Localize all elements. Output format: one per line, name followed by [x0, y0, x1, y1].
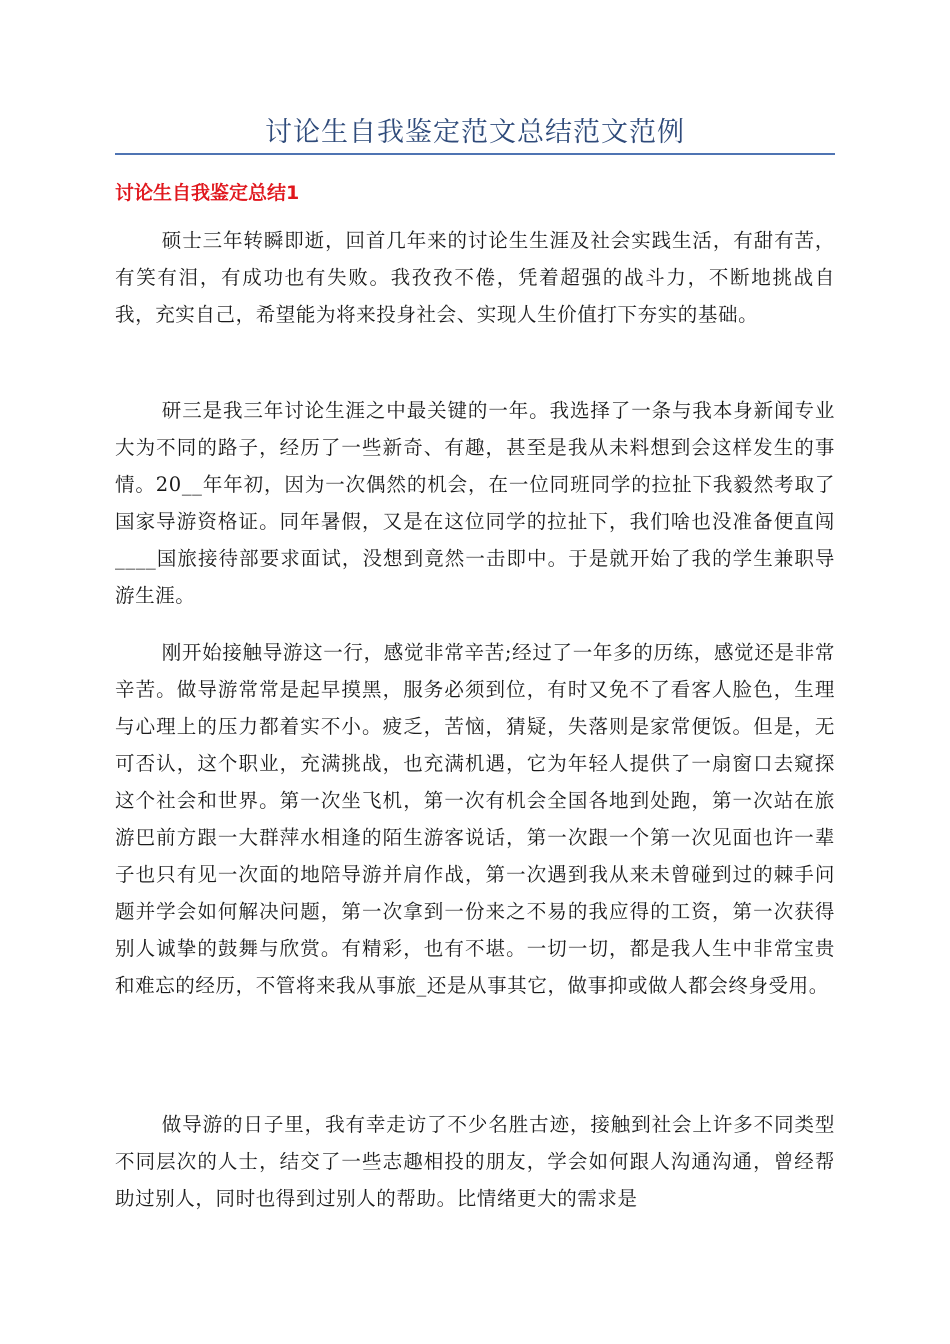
paragraph-1: 硕士三年转瞬即逝，回首几年来的讨论生生涯及社会实践生活，有甜有苦，有笑有泪，有成功也有失败。我孜孜不倦，凭着超强的战斗力，不断地挑战自我，充实自己，希望能为将来投身社会、实现人生价值打下夯实的基础。 — [115, 229, 835, 326]
document-title: 讨论生自我鉴定范文总结范文范例 — [265, 117, 685, 148]
title-underline-divider — [115, 153, 835, 155]
paragraph-4: 做导游的日子里，我有幸走访了不少名胜古迹，接触到社会上许多不同类型不同层次的人士，结交了一些志趣相投的朋友，学会如何跟人沟通沟通，曾经帮助过别人，同时也得到过别人的帮助。比情绪更大的需求是 — [115, 1113, 835, 1210]
paragraph-2: 研三是我三年讨论生涯之中最关键的一年。我选择了一条与我本身新闻专业大为不同的路子，经历了一些新奇、有趣，甚至是我从未料想到会这样发生的事情。20__年年初，因为一次偶然的机会，在一位同班同学的拉扯下我毅然考取了国家导游资格证。同年暑假，又是在这位同学的拉扯下，我们啥也没准备便直闯____国旅接待部要求面试，没想到竟然一击即中。于是就开始了我的学生兼职导游生涯。 — [115, 399, 835, 607]
section-heading: 讨论生自我鉴定总结1 — [115, 182, 300, 204]
paragraph-3: 刚开始接触导游这一行，感觉非常辛苦;经过了一年多的历练，感觉还是非常辛苦。做导游常常是起早摸黑，服务必须到位，有时又免不了看客人脸色，生理与心理上的压力都着实不小。疲乏，苦恼，猜疑，失落则是家常便饭。但是，无可否认，这个职业，充满挑战，也充满机遇，它为年轻人提供了一扇窗口去窥探这个社会和世界。第一次坐飞机，第一次有机会全国各地到处跑，第一次站在旅游巴前方跟一大群萍水相逢的陌生游客说话，第一次跟一个第一次见面也许一辈子也只有见一次面的地陪导游并肩作战，第一次遇到我从来未曾碰到过的棘手问题并学会如何解决问题，第一次拿到一份来之不易的我应得的工资，第一次获得别人诚挚的鼓舞与欣赏。有精彩，也有不堪。一切一切，都是我人生中非常宝贵和难忘的经历，不管将来我从事旅_还是从事其它，做事抑或做人都会终身受用。 — [115, 641, 835, 997]
